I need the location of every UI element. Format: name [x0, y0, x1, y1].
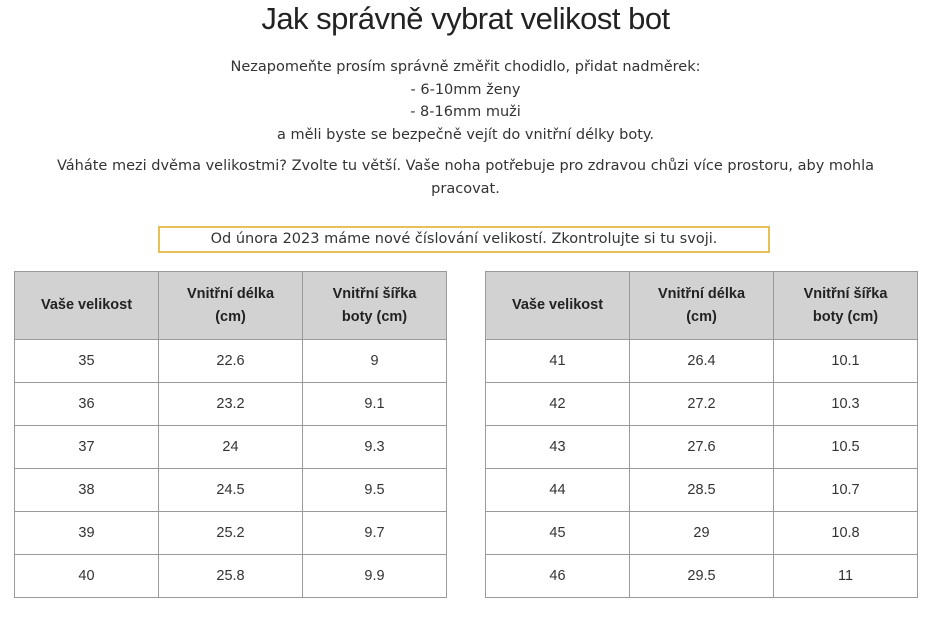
table-row [15, 555, 447, 598]
cell-length: 23.2 [159, 383, 303, 426]
table-row [15, 383, 447, 426]
table-header-row [486, 272, 918, 340]
cell-size: 46 [486, 555, 630, 598]
cell-width: 9.3 [303, 426, 447, 469]
column-header-size: Vaše velikost [15, 272, 159, 340]
cell-width: 9.1 [303, 383, 447, 426]
table-row [15, 469, 447, 512]
measurement-instructions [0, 56, 931, 146]
cell-length: 25.2 [159, 512, 303, 555]
size-advice [0, 155, 931, 200]
table-row [486, 340, 918, 383]
cell-width: 10.1 [774, 340, 918, 383]
cell-length: 24.5 [159, 469, 303, 512]
instruction-men: - 8-16mm muži [410, 104, 521, 120]
cell-size: 40 [15, 555, 159, 598]
cell-width: 9.7 [303, 512, 447, 555]
cell-width: 9.9 [303, 555, 447, 598]
cell-size: 44 [486, 469, 630, 512]
cell-width: 10.3 [774, 383, 918, 426]
page-title: Jak správně vybrat velikost bot [261, 1, 670, 36]
cell-length: 27.2 [630, 383, 774, 426]
cell-size: 41 [486, 340, 630, 383]
cell-width: 10.7 [774, 469, 918, 512]
size-table-left [14, 271, 447, 598]
table-row [15, 426, 447, 469]
cell-length: 25.8 [159, 555, 303, 598]
column-header-width: Vnitřní šířka boty (cm) [303, 272, 447, 340]
cell-length: 24 [159, 426, 303, 469]
instruction-line: Nezapomeňte prosím správně změřit chodidlo, přidat nadměrek: [230, 59, 701, 75]
cell-length: 29.5 [630, 555, 774, 598]
cell-size: 37 [15, 426, 159, 469]
table-row [15, 340, 447, 383]
column-header-length: Vnitřní délka (cm) [630, 272, 774, 340]
cell-size: 45 [486, 512, 630, 555]
cell-length: 29 [630, 512, 774, 555]
table-row [486, 512, 918, 555]
advice-line: Váháte mezi dvěma velikostmi? Zvolte tu větší. Vaše noha potřebuje pro zdravou chůzi více prostoru, aby mohla [56, 158, 875, 174]
advice-line: pracovat. [431, 180, 500, 197]
table-header-row [15, 272, 447, 340]
instruction-women: - 6-10mm ženy [410, 81, 521, 98]
cell-width: 10.8 [774, 512, 918, 555]
cell-width: 9.5 [303, 469, 447, 512]
cell-size: 36 [15, 383, 159, 426]
cell-size: 43 [486, 426, 630, 469]
size-table-right [485, 271, 918, 598]
instruction-line: a měli byste se bezpečně vejít do vnitřní délky boty. [276, 126, 655, 143]
column-header-length: Vnitřní délka (cm) [159, 272, 303, 340]
table-row [486, 469, 918, 512]
cell-size: 39 [15, 512, 159, 555]
table-row [15, 512, 447, 555]
cell-length: 27.6 [630, 426, 774, 469]
cell-width: 11 [774, 555, 918, 598]
column-header-size: Vaše velikost [486, 272, 630, 340]
cell-width: 10.5 [774, 426, 918, 469]
column-header-width: Vnitřní šířka boty (cm) [774, 272, 918, 340]
cell-length: 28.5 [630, 469, 774, 512]
cell-size: 42 [486, 383, 630, 426]
table-row [486, 555, 918, 598]
cell-length: 26.4 [630, 340, 774, 383]
cell-size: 38 [15, 469, 159, 512]
table-row [486, 383, 918, 426]
cell-size: 35 [15, 340, 159, 383]
size-numbering-notice: Od února 2023 máme nové číslování velikostí. Zkontrolujte si tu svoji. [158, 226, 770, 253]
cell-length: 22.6 [159, 340, 303, 383]
table-row [486, 426, 918, 469]
cell-width: 9 [303, 340, 447, 383]
